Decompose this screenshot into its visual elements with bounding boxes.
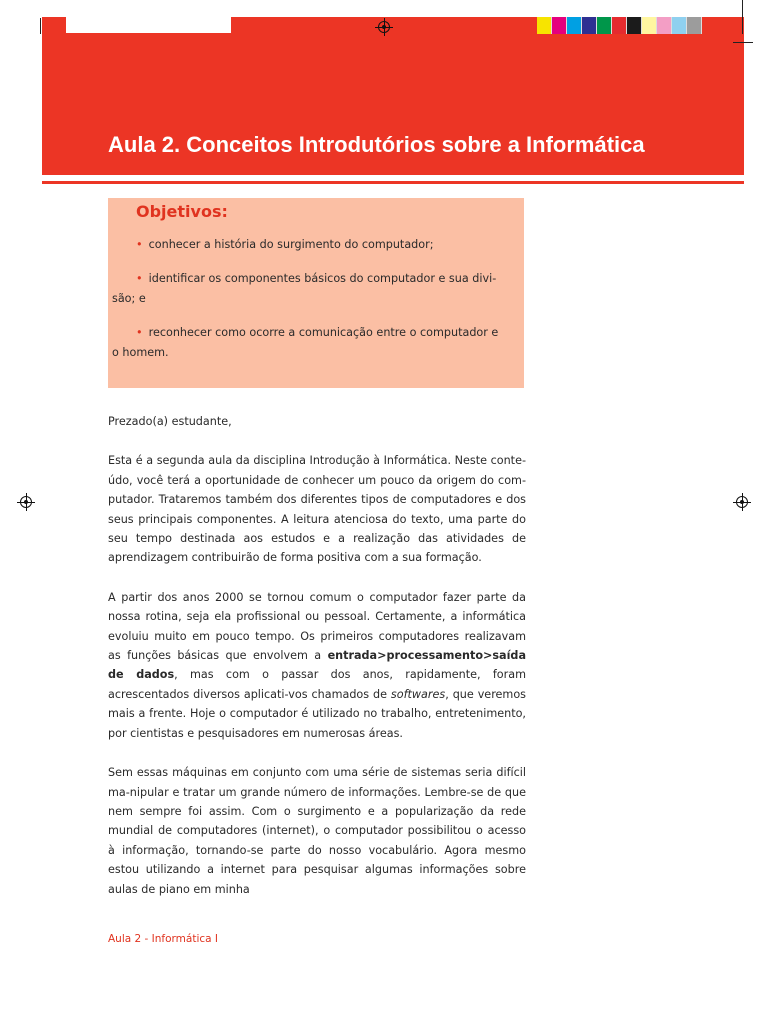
paragraph-internet: Sem essas máquinas em conjunto com uma série de sistemas seria difícil ma-nipular e tratar um grande número de informações. Lembre-se de que nem sempre foi assim. Com o surgimento e a popularização da rede mundial de computadores (internet), o computador possibilitou o acesso à informação, tornando-se parte do nosso vocabulário. Agora mesmo estou utilizando a internet para pesquisar algumas informações sobre aulas de piano em minha bbox=[108, 766, 526, 896]
objectives-list bbox=[112, 235, 508, 363]
bullet-icon: • bbox=[136, 326, 143, 339]
color-swatch bbox=[552, 17, 567, 34]
color-swatch bbox=[582, 17, 597, 34]
crop-mark bbox=[742, 0, 743, 34]
crop-mark bbox=[40, 18, 41, 34]
paragraph-intro: Esta é a segunda aula da disciplina Introdução à Informática. Neste conte-údo, você terá a oportunidade de conhecer um pouco da origem do com-putador. Trataremos também dos diferentes tipos de computadores e dos seus principais componentes. A leitura atenciosa do texto, uma parte do seu tempo destinada aos estudos e a realização das atividades de aprendizagem contribuirão de forma positiva com a sua formação. bbox=[108, 454, 526, 565]
lesson-title: Aula 2. Conceitos Introdutórios sobre a Informática bbox=[108, 132, 645, 157]
paragraph-text: , mas com o passar dos anos, rapidamente, foram acrescentados diversos aplicati-vos chamados de bbox=[108, 668, 526, 701]
registration-mark-icon bbox=[20, 496, 32, 508]
objective-text: identificar os componentes básicos do computador e sua divi-são; e bbox=[112, 272, 497, 305]
objective-item bbox=[112, 235, 508, 255]
emphasis-italic: softwares bbox=[390, 687, 446, 701]
color-swatch bbox=[612, 17, 627, 34]
objective-text: conhecer a história do surgimento do computador; bbox=[148, 238, 434, 251]
crop-mark bbox=[733, 42, 753, 43]
emphasis-bold: entrada>processamento>saída de dados bbox=[108, 649, 526, 682]
color-swatch bbox=[597, 17, 612, 34]
lesson-body bbox=[108, 412, 526, 919]
paragraph-text: , que veremos mais a frente. Hoje o computador é utilizado no trabalho, entretenimento, por cientistas e pesquisadores em numerosas áreas. bbox=[108, 687, 526, 740]
registration-mark-icon bbox=[736, 496, 748, 508]
objective-item bbox=[112, 323, 508, 363]
header-rule bbox=[42, 181, 744, 184]
objectives-title: Objetivos: bbox=[136, 202, 228, 221]
print-color-bar bbox=[537, 17, 702, 34]
color-swatch bbox=[537, 17, 552, 34]
registration-mark-icon bbox=[378, 21, 390, 33]
bullet-icon: • bbox=[136, 238, 143, 251]
color-swatch bbox=[672, 17, 687, 34]
objectives-box bbox=[108, 198, 524, 388]
objective-text: reconhecer como ocorre a comunicação entre o computador e o homem. bbox=[112, 326, 499, 359]
color-swatch bbox=[687, 17, 702, 34]
page-footer: Aula 2 - Informática I bbox=[108, 933, 219, 945]
color-swatch bbox=[657, 17, 672, 34]
bullet-icon: • bbox=[136, 272, 143, 285]
paragraph-history bbox=[108, 588, 526, 743]
color-swatch bbox=[627, 17, 642, 34]
color-swatch bbox=[567, 17, 582, 34]
objective-item bbox=[112, 269, 508, 309]
header-notch bbox=[66, 17, 231, 33]
color-swatch bbox=[642, 17, 657, 34]
paragraph-text: A partir dos anos 2000 se tornou comum o computador fazer parte da nossa rotina, seja ela profissional ou pessoal. Certamente, a informática evoluiu muito em pouco tempo. Os primeiros computadores realizavam as funções básicas que envolvem a bbox=[108, 590, 526, 663]
greeting: Prezado(a) estudante, bbox=[108, 415, 232, 428]
